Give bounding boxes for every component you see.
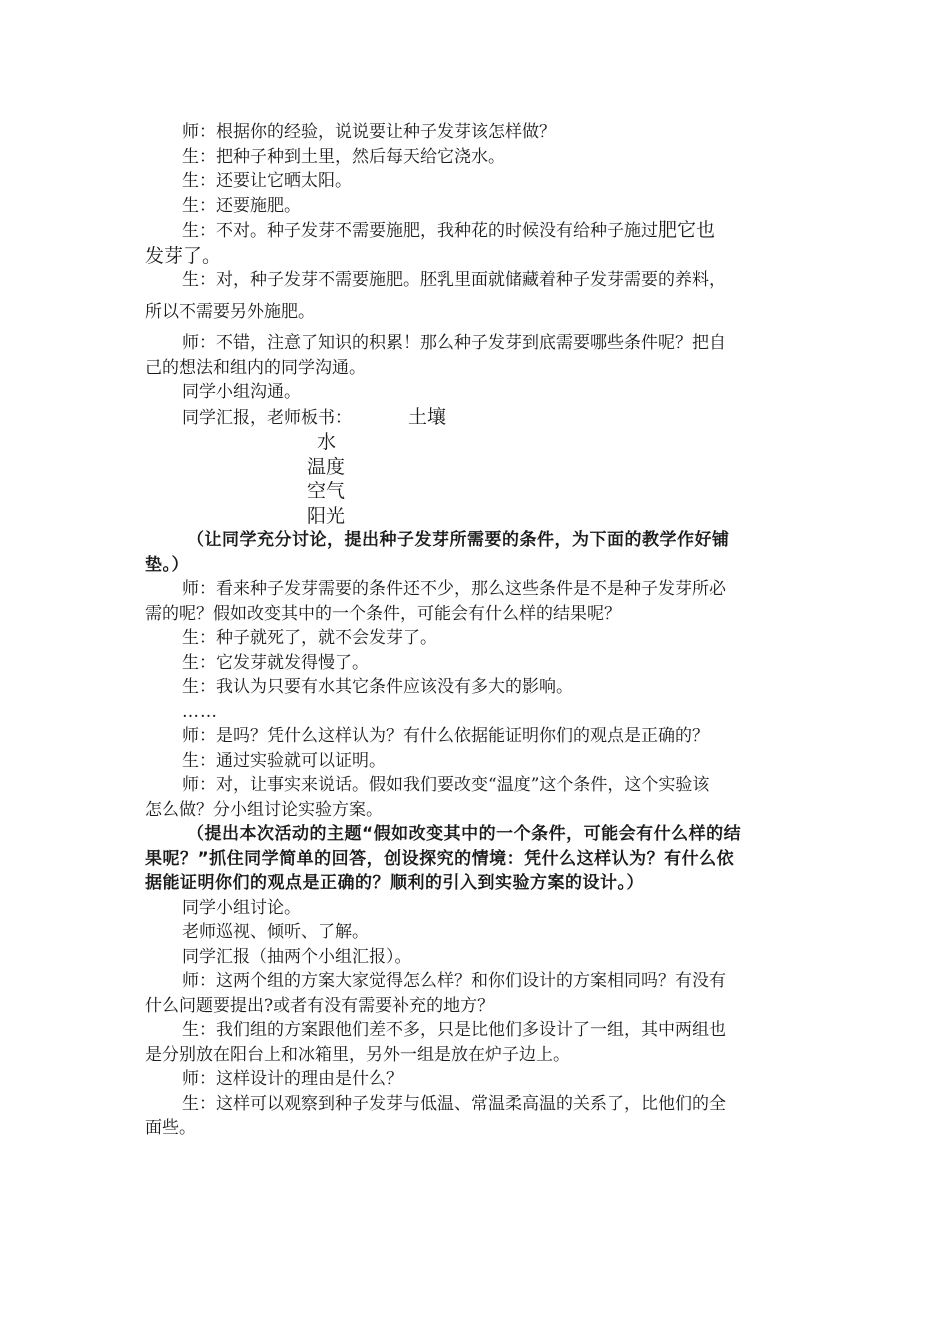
paragraph: 生：我认为只要有水其它条件应该没有多大的影响。 <box>182 677 573 697</box>
text-span: 肥它也 <box>658 219 716 241</box>
paragraph: 生：它发芽就发得慢了。 <box>182 652 369 673</box>
paragraph: 生：我们组的方案跟他们差不多，只是比他们多设计了一组，其中两组也 <box>182 1020 726 1040</box>
paragraph: 同学小组讨论。 <box>182 897 301 918</box>
paragraph: 生：还要让它晒太阳。 <box>182 171 352 191</box>
paragraph: 师：不错，注意了知识的积累！那么种子发芽到底需要哪些条件呢？把自 <box>182 333 726 353</box>
paragraph: 什么问题要提出?或者有没有需要补充的地方？ <box>145 995 495 1016</box>
bold-note: （提出本次活动的主题“假如改变其中的一个条件，可能会有什么样的结 <box>187 824 742 844</box>
paragraph: 是分别放在阳台上和冰箱里，另外一组是放在炉子边上。 <box>145 1044 570 1065</box>
condition-sunlight: 阳光 <box>307 504 346 527</box>
paragraph: 师：看来种子发芽需要的条件还不少，那么这些条件是不是种子发芽所必 <box>182 579 726 599</box>
paragraph: 生：对，种子发芽不需要施肥。胚乳里面就储藏着种子发芽需要的养料， <box>182 270 726 290</box>
paragraph: 师：这两个组的方案大家觉得怎么样？和你们设计的方案相同吗？有没有 <box>182 971 726 991</box>
paragraph <box>145 218 805 244</box>
bold-note: 垫。） <box>145 554 189 575</box>
paragraph: 所以不需要另外施肥。 <box>145 301 315 322</box>
paragraph: 发芽了。 <box>145 244 222 267</box>
paragraph: 生：通过实验就可以证明。 <box>182 750 386 771</box>
bold-note: 果呢？”抓住同学简单的回答，创设探究的情境：凭什么这样认为？有什么依 <box>145 848 735 869</box>
document-body <box>145 120 805 1141</box>
paragraph <box>145 405 805 431</box>
paragraph: 同学小组沟通。 <box>182 382 301 402</box>
paragraph: 生：这样可以观察到种子发芽与低温、常温柔高温的关系了，比他们的全 <box>182 1093 726 1114</box>
paragraph: 生：把种子种到土里，然后每天给它浇水。 <box>182 146 505 167</box>
paragraph: 面些。 <box>145 1118 196 1138</box>
paragraph: 己的想法和组内的同学沟通。 <box>145 357 366 378</box>
condition-air: 空气 <box>307 480 346 502</box>
condition-temperature: 温度 <box>307 455 346 478</box>
paragraph: 同学汇报（抽两个小组汇报）。 <box>182 946 412 967</box>
bold-note: 据能证明你们的观点是正确的？顺利的引入到实验方案的设计。） <box>145 873 644 893</box>
condition-soil: 土壤 <box>408 405 447 428</box>
paragraph: 生：还要施肥。 <box>182 195 301 216</box>
text-span: 同学汇报，老师板书： <box>182 407 352 428</box>
paragraph: 需的呢？假如改变其中的一个条件，可能会有什么样的结果呢？ <box>145 603 621 624</box>
bold-note: （让同学充分讨论，提出种子发芽所需要的条件，为下面的教学作好铺 <box>187 530 730 550</box>
paragraph: 老师巡视、倾听、了解。 <box>182 922 369 942</box>
paragraph: 师：根据你的经验，说说要让种子发芽该怎样做？ <box>182 122 556 142</box>
ellipsis: …… <box>182 701 218 722</box>
condition-water: 水 <box>317 431 337 453</box>
paragraph: 师：对，让事实来说话。假如我们要改变“温度”这个条件，这个实验该 <box>182 775 710 795</box>
paragraph: 怎么做？分小组讨论实验方案。 <box>145 799 383 820</box>
paragraph: 师：这样设计的理由是什么？ <box>182 1069 403 1089</box>
paragraph: 师：是吗？凭什么这样认为？有什么依据能证明你们的观点是正确的？ <box>182 726 709 746</box>
paragraph: 生：种子就死了，就不会发芽了。 <box>182 628 437 648</box>
text-span: 生：不对。种子发芽不需要施肥，我种花的时候没有给种子施过 <box>182 221 658 241</box>
